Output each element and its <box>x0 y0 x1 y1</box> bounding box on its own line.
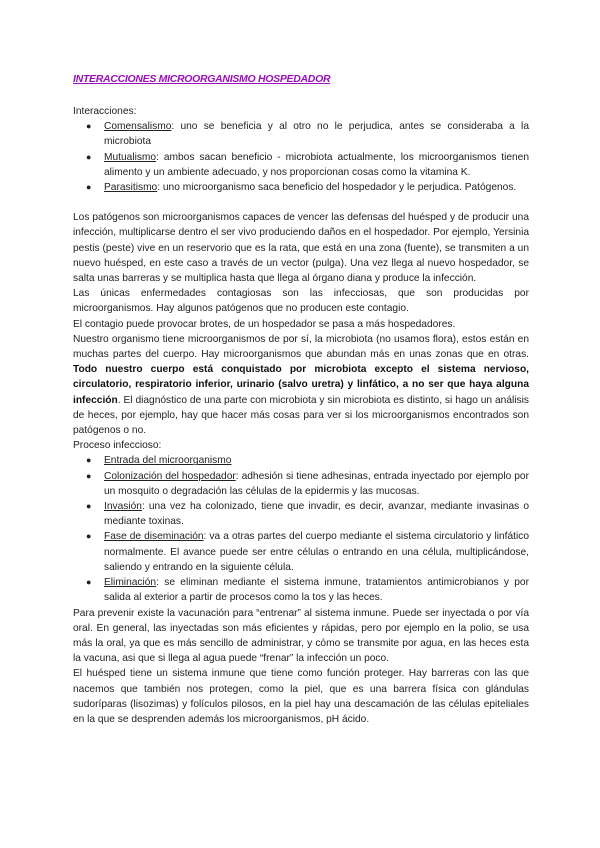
term: Mutualismo <box>104 151 157 163</box>
paragraph: El contagio puede provocar brotes, de un hospedador se pasa a más hospedadores. <box>73 318 456 330</box>
term: Comensalismo <box>104 121 172 133</box>
list-item <box>73 453 529 468</box>
interacciones-heading: Interacciones: <box>73 106 137 117</box>
paragraph: El huésped tiene un sistema inmune que tiene como función proteger. Hay barreras con las que nacemos que también nos protegen, como la piel, que es una barrera física con glándulas sudoríparas (lisozimas) y folículos pilosos, en la piel hay una descamación de las células epiteliales en la que se desprenden además los microorganismos, pH ácido. <box>73 668 529 725</box>
proceso-heading: Proceso infeccioso: <box>73 440 162 452</box>
bullet-icon: ● <box>86 531 92 542</box>
paragraph: Las únicas enfermedades contagiosas son las infecciosas, que son producidas por microorganismos. Hay algunos patógenos que no producen este contagio. <box>73 288 529 315</box>
definition: : adhesión si tiene adhesinas, entrada inyectado por ejemplo por un mosquito o degradación las células de la epidermis y las mucosas. <box>104 470 529 497</box>
definition: : una vez ha colonizado, tiene que invadir, es decir, avanzar, mediante invasinas o mediante toxinas. <box>104 501 529 528</box>
list-item <box>73 529 529 575</box>
bullet-icon: ● <box>86 455 92 466</box>
proceso-list <box>73 453 529 605</box>
definition: : uno se beneficia y al otro no le perjudica, antes se consideraba a la microbiota <box>104 121 529 148</box>
paragraph: Los patógenos son microorganismos capaces de vencer las defensas del huésped y de producir una infección, multiplicarse dentro el ser vivo produciendo daños en el hospedador. Por ejemplo, Yersinia pestis (peste) vive en un reservorio que es la rata, que está en una zona (fuente), se transmiten a un nuevo huésped, en este caso a través de un vector (pulga). Una vez llega al nuevo hospedador, se salta unas barreras y se multiplica hasta que llega al órgano diana y produce la infección. <box>73 212 529 285</box>
term: Eliminación <box>104 577 157 589</box>
definition: : ambos sacan beneficio - microbiota actualmente, los microorganismos tienen alimento y un ambiente adecuado, y nos proporcionan cosas como la vitamina K. <box>104 151 529 178</box>
definition: : se eliminan mediante el sistema inmune, tratamientos antimicrobianos y por salida al exterior a partir de procesos como la tos y las heces. <box>104 577 529 604</box>
paragraph-text: Nuestro organismo tiene microorganismos de por sí, la microbiota (no usamos flora), estos están en muchas partes del cuerpo. Hay microorganismos que abundan más en unas zonas que en otras. <box>73 333 529 361</box>
bold-statement: Todo nuestro cuerpo está conquistado por microbiota excepto el sistema nervioso, circulatorio, respiratorio inferior, urinario (salvo uretra) y linfático, a no ser que haya alguna infección <box>73 364 529 406</box>
paragraph: Para prevenir existe la vacunación para “entrenar” al sistema inmune. Puede ser inyectada o por vía oral. En general, las inyectadas son más eficientes y rápidas, pero por ejemplo en la polio, se usa más la oral, ya que es más sencillo de administrar, y cómo se transmite por agua, en las heces esta la vacuna, asi que si llega al agua puede “frenar” la infección un poco. <box>73 607 529 665</box>
bullet-icon: ● <box>86 182 92 193</box>
term: Colonización del hospedador <box>104 470 236 482</box>
bullet-icon: ● <box>86 151 92 162</box>
bullet-icon: ● <box>86 470 92 481</box>
list-item <box>73 119 529 149</box>
list-item <box>73 575 529 605</box>
paragraph-text: . El diagnóstico de una parte con microbiota y sin microbiota es distinto, si hago un análisis de heces, por ejemplo, hay que hacer más cosas para ver si los microorganismos encontrados son patógenos o no. <box>73 394 529 437</box>
paragraph <box>73 332 529 438</box>
document-title: INTERACCIONES MICROORGANISMO HOSPEDADOR <box>73 73 331 85</box>
list-item <box>73 150 529 180</box>
document-body <box>73 104 529 727</box>
spacer <box>73 195 529 210</box>
term: Parasitismo <box>104 182 158 194</box>
interacciones-list <box>73 119 529 195</box>
bullet-icon: ● <box>86 577 92 588</box>
bullet-icon: ● <box>86 121 92 132</box>
list-item <box>73 180 529 195</box>
list-item <box>73 469 529 499</box>
term: Fase de diseminación <box>104 531 204 543</box>
term: Invasión <box>104 501 142 513</box>
definition: : va a otras partes del cuerpo mediante el sistema circulatorio y linfático normalmente. El avance puede ser entre células o entrando en una célula, multiplicándose, saliendo y entrando en la siguiente célula. <box>104 531 529 573</box>
list-item <box>73 499 529 529</box>
term: Entrada del microorganismo <box>104 455 232 467</box>
definition: : uno microorganismo saca beneficio del hospedador y le perjudica. Patógenos. <box>157 182 517 194</box>
bullet-icon: ● <box>86 501 92 512</box>
